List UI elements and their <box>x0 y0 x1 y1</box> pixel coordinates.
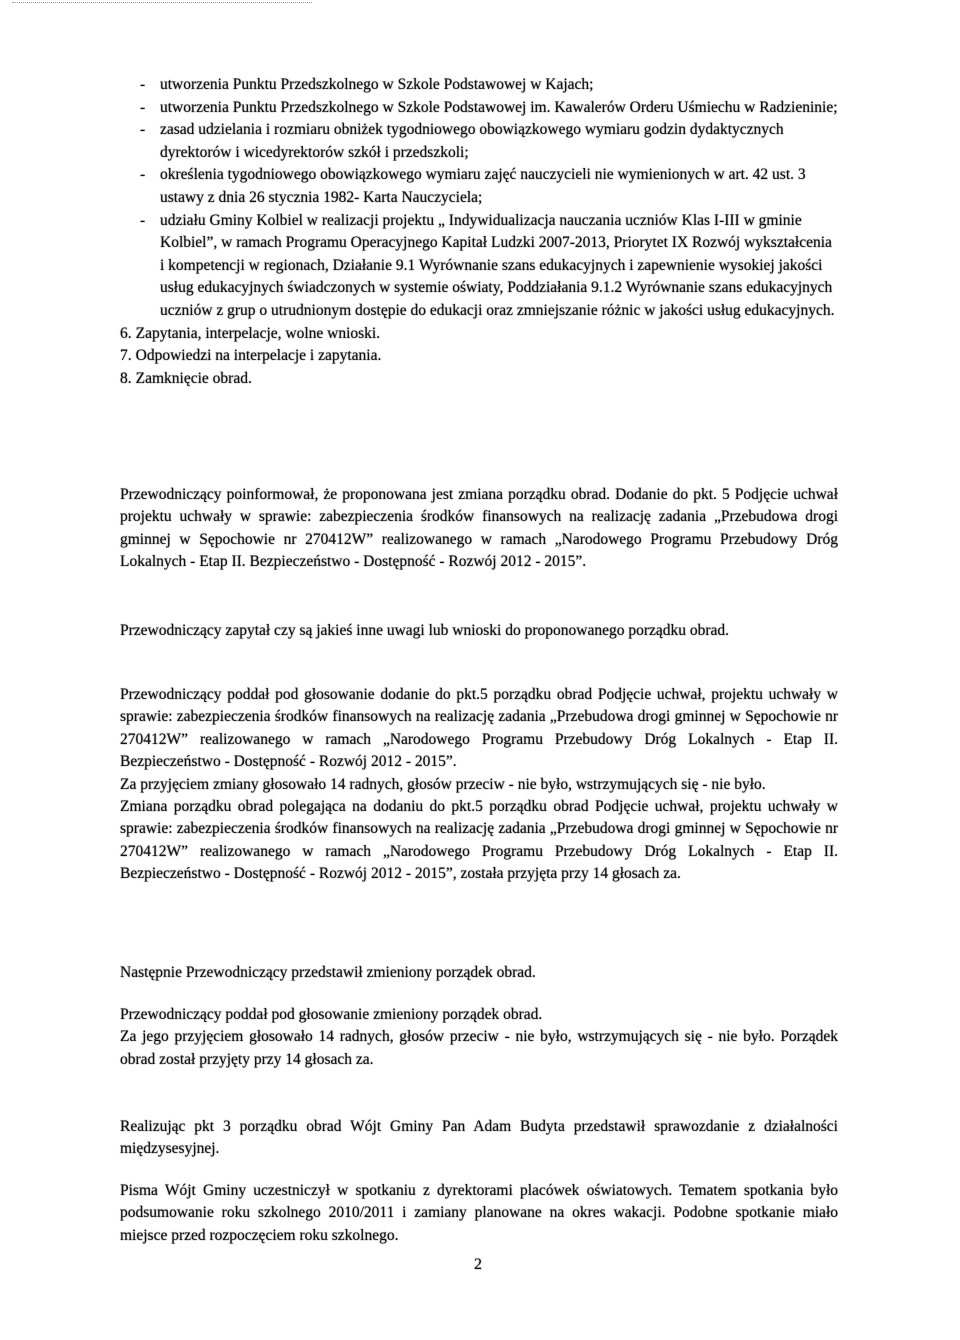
scan-header-line <box>12 2 312 7</box>
list-item: - zasad udzielania i rozmiaru obniżek tygodniowego obowiązkowego wymiaru godzin dydaktycznych dyrektorów i wicedyrektorów szkół i przedszkoli; <box>140 121 784 161</box>
agenda-list <box>120 74 840 390</box>
page-number: 2 <box>474 1256 482 1273</box>
numbered-item: 7. Odpowiedzi na interpelacje i zapytania. <box>120 347 382 365</box>
paragraph <box>120 1004 838 1071</box>
paragraph-text: Za jego przyjęciem głosowało 14 radnych, głosów przeciw - nie było, wstrzymujących się - nie było. Porządek obrad został przyjęty przy 14 głosach za. <box>120 1028 838 1068</box>
paragraph-text: Przewodniczący poinformował, że proponowana jest zmiana porządku obrad. Dodanie do pkt. 5 Podjęcie uchwał projektu uchwały w sprawie: zabezpieczenia środków finansowych na realizację zadania „Przebudowa drogi gminnej w Sępochowie nr 270412W” realizowanego w ramach „Narodowego Programu Przebudowy Dróg Lokalnych - Etap II. Bezpieczeństwo - Dostępność - Rozwój 2012 - 2015”. <box>120 486 838 571</box>
paragraph <box>120 1180 838 1247</box>
paragraph-text: Następnie Przewodniczący przedstawił zmieniony porządek obrad. <box>120 964 536 981</box>
numbered-item: 8. Zamknięcie obrad. <box>120 369 252 387</box>
paragraph-text: Zmiana porządku obrad polegająca na dodaniu do pkt.5 porządku obrad Podjęcie uchwał, projektu uchwały w sprawie: zabezpieczenia środków finansowych na realizację zadania „Przebudowa drogi gminnej w Sępochowie nr 270412W” realizowanego w ramach „Narodowego Programu Przebudowy Dróg Lokalnych - Etap II. Bezpieczeństwo - Dostępność - Rozwój 2012 - 2015”, została przyjęta przy 14 głosach za. <box>120 798 838 883</box>
paragraph <box>120 1116 838 1161</box>
list-item: - udziału Gminy Kolbiel w realizacji projektu „ Indywidualizacja nauczania uczniów Klas I-III w gminie Kolbiel”, w ramach Programu Operacyjnego Kapitał Ludzki 2007-2013, Priorytet IX Rozwój wykształcenia i kompetencji w regionach, Działanie 9.1 Wyrównanie szans edukacyjnych i zapewnienie wysokiej jakości usług edukacyjnych świadczonych w systemie oświaty, Poddziałania 9.1.2 Wyrównanie szans edukacyjnych uczniów z grup o utrudnionym dostępie do edukacji oraz zmniejszanie różnic w jakości usług edukacyjnych. <box>140 211 835 319</box>
paragraph-text: Pisma Wójt Gminy uczestniczył w spotkaniu z dyrektorami placówek oświatowych. Tematem spotkania było podsumowanie roku szkolnego 2010/2011 i zamiany planowane na okres wakacji. Podobne spotkanie miało miejsce przed rozpoczęciem roku szkolnego. <box>120 1182 838 1244</box>
paragraph-text: Przewodniczący poddał pod głosowanie zmieniony porządek obrad. <box>120 1006 543 1023</box>
paragraph <box>120 684 838 886</box>
paragraph-text: Realizując pkt 3 porządku obrad Wójt Gminy Pan Adam Budyta przedstawił sprawozdanie z działalności międzysesyjnej. <box>120 1118 838 1158</box>
paragraph-text: Za przyjęciem zmiany głosowało 14 radnych, głosów przeciw - nie było, wstrzymujących się - nie było. <box>120 775 766 793</box>
list-item: - określenia tygodniowego obowiązkowego wymiaru zajęć nauczycieli nie wymienionych w art. 42 ust. 3 ustawy z dnia 26 stycznia 1982- Karta Nauczyciela; <box>140 166 806 206</box>
list-item: - utworzenia Punktu Przedszkolnego w Szkole Podstawowej w Kajach; <box>140 76 594 93</box>
paragraph <box>120 484 838 574</box>
paragraph-text: Przewodniczący poddał pod głosowanie dodanie do pkt.5 porządku obrad Podjęcie uchwał, projektu uchwały w sprawie: zabezpieczenia środków finansowych na realizację zadania „Przebudowa drogi gminnej w Sępochowie nr 270412W” realizowanego w ramach „Narodowego Programu Przebudowy Dróg Lokalnych - Etap II. Bezpieczeństwo - Dostępność - Rozwój 2012 - 2015”. <box>120 686 838 771</box>
numbered-item: 6. Zapytania, interpelacje, wolne wnioski. <box>120 324 381 342</box>
paragraph <box>120 962 838 984</box>
list-item: - utworzenia Punktu Przedszkolnego w Szkole Podstawowej im. Kawalerów Orderu Uśmiechu w Radzieninie; <box>140 98 838 116</box>
paragraph-text: Przewodniczący zapytał czy są jakieś inne uwagi lub wnioski do proponowanego porządku obrad. <box>120 622 730 639</box>
paragraph <box>120 620 838 642</box>
